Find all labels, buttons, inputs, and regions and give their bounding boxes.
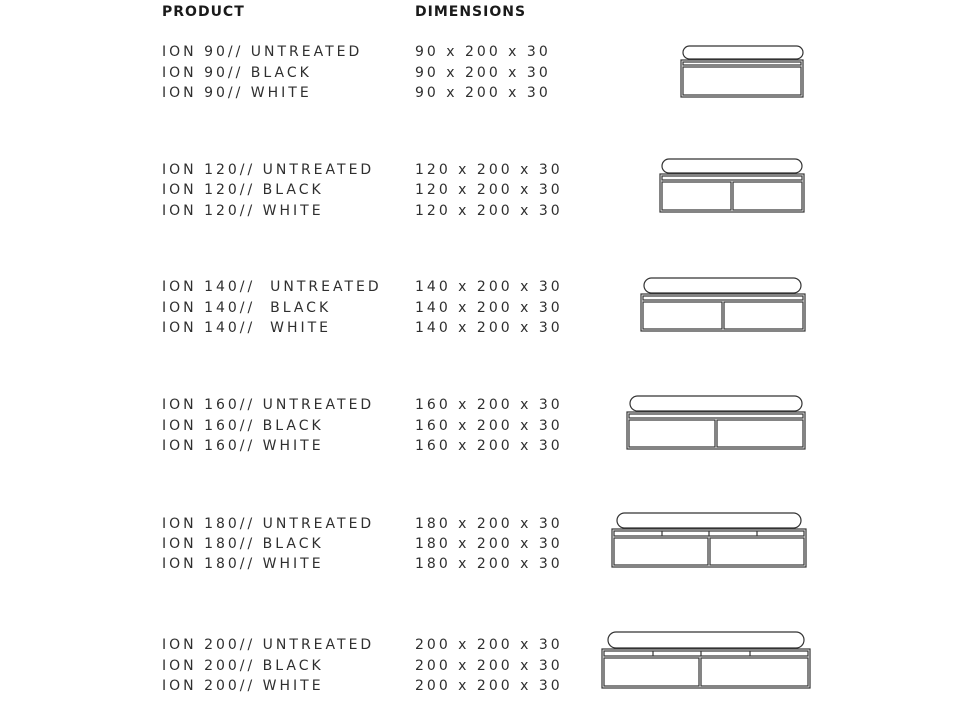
product-dimensions: 120 x 200 x 30 xyxy=(415,203,563,219)
ion-160-bed-illustration xyxy=(622,394,810,452)
product-dimensions: 90 x 200 x 30 xyxy=(415,65,551,81)
product-name: ION 160// WHITE xyxy=(162,438,324,454)
product-group-ion-90 xyxy=(0,42,954,106)
product-dimensions: 200 x 200 x 30 xyxy=(415,678,563,694)
product-dimensions: 160 x 200 x 30 xyxy=(415,438,563,454)
ion-180-bed-illustration xyxy=(608,511,810,571)
product-dimensions: 160 x 200 x 30 xyxy=(415,418,563,434)
product-dimensions: 200 x 200 x 30 xyxy=(415,658,563,674)
product-group-ion-140 xyxy=(0,277,954,341)
product-name: ION 160// BLACK xyxy=(162,418,324,434)
product-column-header: PRODUCT xyxy=(162,4,245,20)
product-group-ion-180 xyxy=(0,514,954,578)
ion-120-bed-illustration xyxy=(655,157,810,215)
product-dimensions: 140 x 200 x 30 xyxy=(415,279,563,295)
product-name: ION 180// WHITE xyxy=(162,556,324,572)
product-name: ION 200// WHITE xyxy=(162,678,324,694)
ion-200-bed-illustration xyxy=(598,630,814,692)
product-dimensions: 180 x 200 x 30 xyxy=(415,556,563,572)
product-name: ION 90// BLACK xyxy=(162,65,312,81)
product-name: ION 200// BLACK xyxy=(162,658,324,674)
product-dimensions: 180 x 200 x 30 xyxy=(415,516,563,532)
product-dimensions: 180 x 200 x 30 xyxy=(415,536,563,552)
product-name: ION 90// WHITE xyxy=(162,85,312,101)
ion-140-bed-illustration xyxy=(636,276,810,334)
product-dimensions: 140 x 200 x 30 xyxy=(415,300,563,316)
product-name: ION 120// UNTREATED xyxy=(162,162,375,178)
product-name: ION 200// UNTREATED xyxy=(162,637,375,653)
product-name: ION 120// WHITE xyxy=(162,203,324,219)
product-dimensions: 90 x 200 x 30 xyxy=(415,44,551,60)
product-name: ION 160// UNTREATED xyxy=(162,397,375,413)
product-dimensions: 140 x 200 x 30 xyxy=(415,320,563,336)
product-dimensions: 90 x 200 x 30 xyxy=(415,85,551,101)
product-name: ION 180// BLACK xyxy=(162,536,324,552)
product-name: ION 90// UNTREATED xyxy=(162,44,363,60)
product-dimensions: 120 x 200 x 30 xyxy=(415,162,563,178)
ion-90-bed-illustration xyxy=(676,44,810,102)
product-name: ION 120// BLACK xyxy=(162,182,324,198)
dimensions-column-header: DIMENSIONS xyxy=(415,4,527,20)
product-dimensions: 200 x 200 x 30 xyxy=(415,637,563,653)
product-name: ION 140// BLACK xyxy=(162,300,332,316)
product-dimensions: 160 x 200 x 30 xyxy=(415,397,563,413)
product-group-ion-120 xyxy=(0,160,954,224)
product-group-ion-160 xyxy=(0,395,954,459)
product-name: ION 140// UNTREATED xyxy=(162,279,382,295)
product-dimensions: 120 x 200 x 30 xyxy=(415,182,563,198)
product-name: ION 180// UNTREATED xyxy=(162,516,375,532)
product-name: ION 140// WHITE xyxy=(162,320,332,336)
